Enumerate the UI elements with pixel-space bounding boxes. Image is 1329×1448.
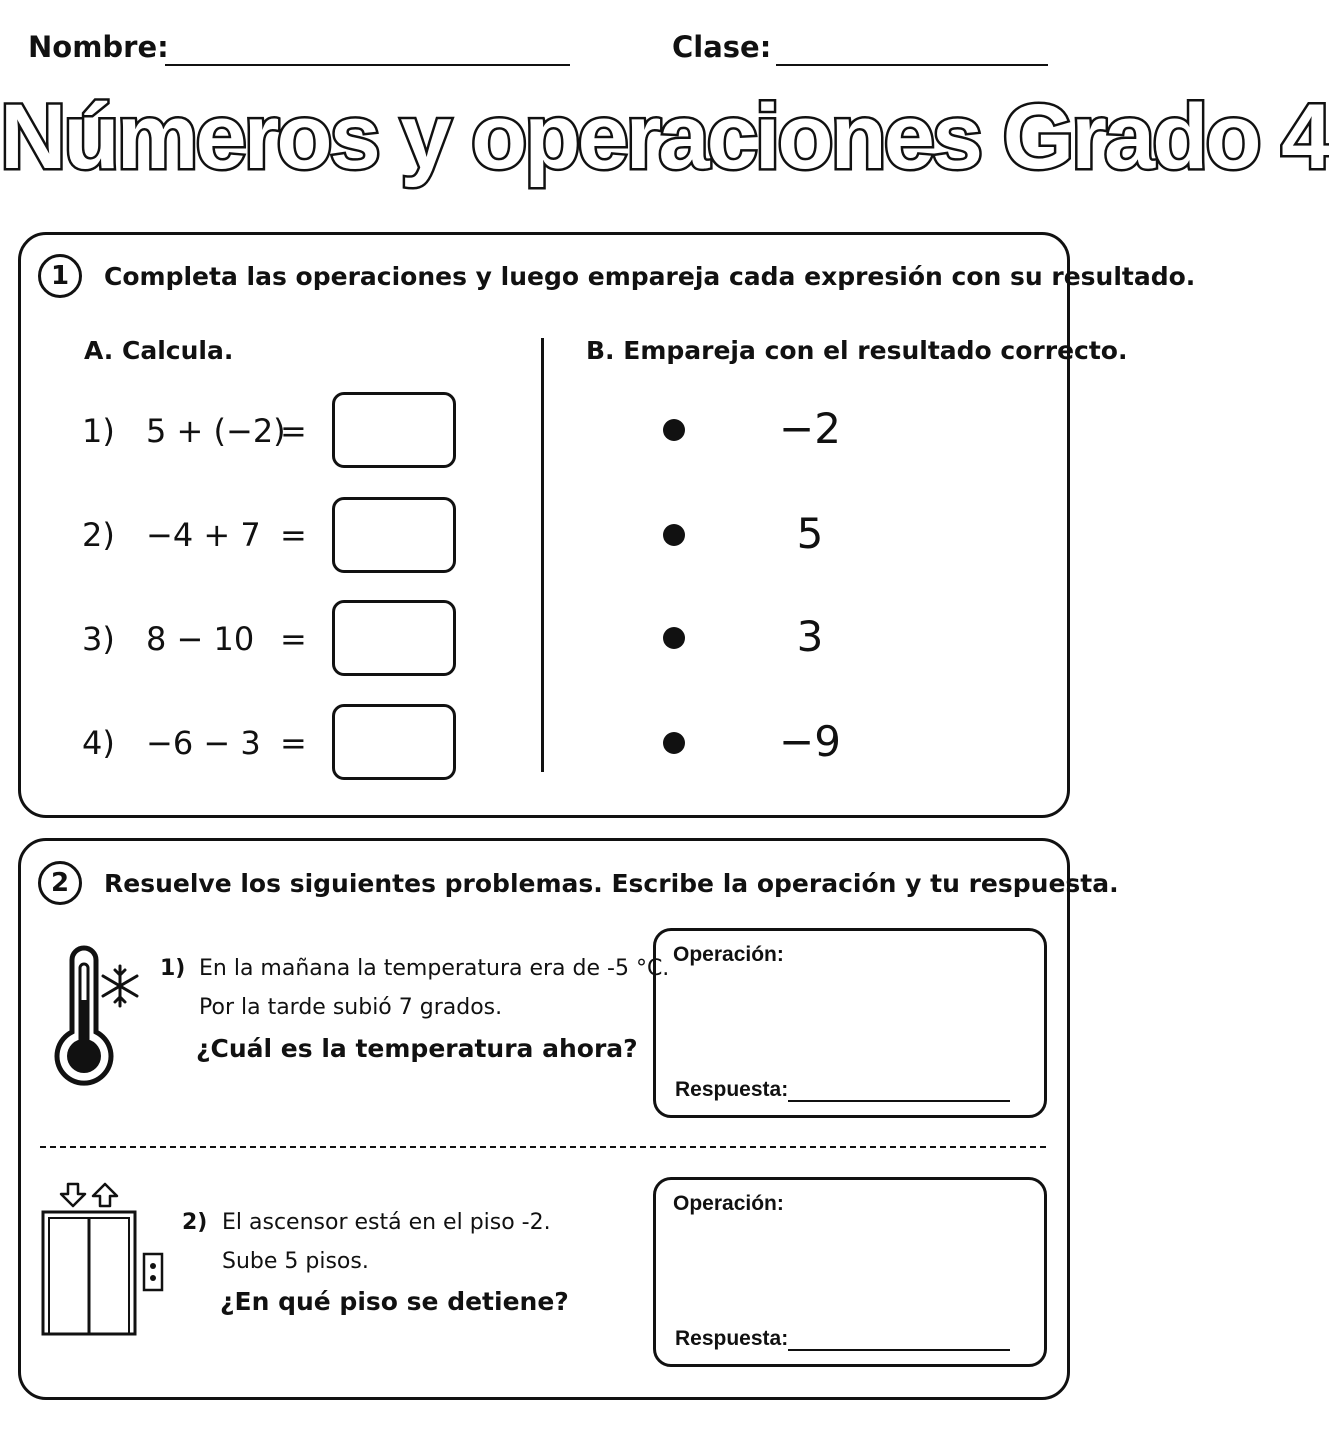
section-2-number: 2 — [38, 861, 82, 905]
class-input-line[interactable] — [776, 64, 1048, 66]
section-1-divider — [541, 338, 544, 772]
class-label: Clase: — [672, 30, 772, 64]
match-dot-1[interactable] — [663, 419, 685, 441]
name-input-line[interactable] — [165, 64, 570, 66]
section-2-instruction: Resuelve los siguientes problemas. Escribe la operación y tu respuesta. — [104, 869, 1119, 898]
result-3: 3 — [796, 612, 824, 661]
item-4-label: 4) — [82, 724, 115, 762]
problem-separator — [40, 1146, 1046, 1148]
thermometer-snowflake-icon — [50, 944, 146, 1090]
item-4-equals: = — [280, 724, 307, 762]
problem-1-operation-label: Operación: — [673, 943, 784, 966]
problem-1-line-1: En la mañana la temperatura era de -5 °C. — [199, 956, 670, 981]
problem-1-question: ¿Cuál es la temperatura ahora? — [196, 1034, 638, 1063]
result-1: −2 — [779, 404, 841, 453]
result-2: 5 — [796, 509, 824, 558]
problem-2-line-1: El ascensor está en el piso -2. — [222, 1210, 551, 1235]
problem-2-label: 2) — [182, 1210, 208, 1235]
page-title: Números y operaciones Grado 4 — [0, 86, 1329, 188]
item-1-answer-box[interactable] — [332, 392, 456, 468]
problem-1-line-2: Por la tarde subió 7 grados. — [199, 995, 503, 1020]
match-dot-3[interactable] — [663, 627, 685, 649]
problem-2-question: ¿En qué piso se detiene? — [220, 1287, 569, 1316]
item-2-expression: −4 + 7 — [146, 516, 261, 554]
problem-2-answer-label: Respuesta: — [675, 1327, 789, 1350]
problem-2-line-2: Sube 5 pisos. — [222, 1249, 369, 1274]
problem-1-answer-label: Respuesta: — [675, 1078, 789, 1101]
item-3-label: 3) — [82, 620, 115, 658]
part-a-label: A. Calcula. — [84, 336, 234, 365]
item-3-expression: 8 − 10 — [146, 620, 255, 658]
part-b-label: B. Empareja con el resultado correcto. — [586, 336, 1128, 365]
elevator-icon — [38, 1178, 168, 1340]
item-4-expression: −6 − 3 — [146, 724, 261, 762]
item-4-answer-box[interactable] — [332, 704, 456, 780]
problem-1-answer-line[interactable] — [788, 1100, 1010, 1102]
section-1-instruction: Completa las operaciones y luego empareja cada expresión con su resultado. — [104, 262, 1196, 291]
item-2-answer-box[interactable] — [332, 497, 456, 573]
item-1-expression: 5 + (−2) — [146, 412, 286, 450]
result-4: −9 — [779, 717, 841, 766]
problem-2-answer-line[interactable] — [788, 1349, 1010, 1351]
name-label: Nombre: — [28, 30, 169, 64]
match-dot-2[interactable] — [663, 524, 685, 546]
item-2-equals: = — [280, 516, 307, 554]
item-3-equals: = — [280, 620, 307, 658]
problem-2-operation-label: Operación: — [673, 1192, 784, 1215]
item-3-answer-box[interactable] — [332, 600, 456, 676]
item-1-equals: = — [280, 412, 307, 450]
item-2-label: 2) — [82, 516, 115, 554]
item-1-label: 1) — [82, 412, 115, 450]
problem-1-label: 1) — [160, 956, 186, 981]
match-dot-4[interactable] — [663, 732, 685, 754]
section-1-number: 1 — [38, 254, 82, 298]
